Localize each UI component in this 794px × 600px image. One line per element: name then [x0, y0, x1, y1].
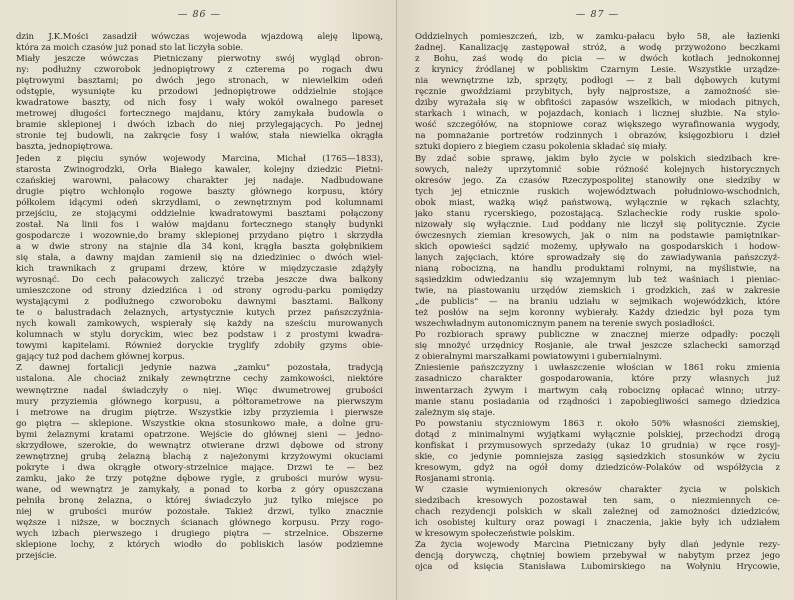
text-line: sztuki dopiero z biegiem czasu pokolenia składać się miały.	[415, 142, 667, 153]
text-line: wość szczegółów, na stopniowe coraz większego wyrafinowania wygody,	[415, 120, 780, 131]
text-line: Za życia wojewody Marcina Pietniczany były dlań jedynie rezy-	[415, 540, 780, 551]
text-line: przejście.	[16, 551, 57, 562]
text-line: zewnętrznej grubą żelazną blachą z najeżonymi krzyżowymi okuciami	[16, 451, 383, 462]
text-line: a w dwie strony na stajnie dla 34 koni, krągła baszta gołębnikiem	[16, 241, 383, 252]
text-line: Z dawnej fortalicji jedynie nazwa „zamku" pozostała, tradycją	[16, 363, 383, 374]
text-line: te o balustradach żelaznych, artystycznie kutych przez pańszczyźnia-	[16, 308, 383, 319]
text-line: dotąd z minimalnymi wyjątkami wyłącznie polskiej, przechodzi drogą	[415, 429, 780, 440]
text-line: „de publicis" — na braniu udziału w sejmikach wojewódzkich, które	[415, 297, 780, 308]
text-line: mury przyziemia głównego korpusu, a półtorametrowe na pierwszym	[16, 396, 383, 407]
text-line: konfiskat i przymusowych sprzedaży (ukaz 10 grudnia) w ręce rosyj-	[415, 440, 780, 451]
text-line: na pomnażanie portretów rodzinnych i obrazów, księgozbioru i dzieł	[415, 131, 780, 142]
text-line: sklepione lochy, z których wiodło do pobliskich lasów podziemne	[16, 540, 383, 551]
text-line: gający tuż pod dachem głównej korpus.	[16, 352, 185, 363]
text-line: pełniła bronę żelazna, o której świadczyło już tylko miejsce po	[16, 495, 383, 506]
text-line: nia wewnętrzne izb, sprzęty, podłogi — z bali dębowych kutymi	[415, 76, 780, 87]
text-line: ustalona. Ale chociaż znikały zewnętrzne cechy zamkowości, niektóre	[16, 374, 383, 385]
text-line: ny: podłużny czworobok jednopiętrowy z czterema po rogach dwu	[16, 65, 383, 76]
right-page	[397, 0, 794, 600]
text-line: wewnętrzne nadal świadczyły o niej. Więc dwumetrowej grubości	[16, 385, 383, 396]
text-line: zależnym się staje.	[415, 407, 496, 418]
text-line: dencją dorywczą, chętniej bowiem przebywał w nabytym przez jego	[415, 551, 780, 562]
text-line: piętrowymi basztami; po dwóch jego stronach, w niewielkim odeń	[16, 76, 383, 87]
text-line: lanych zajęciach, które sprowadzały się do zawiadywania pańszczyź-	[415, 252, 780, 263]
text-line: wszechwładnym autonomicznym panem na terenie swych posiadłości.	[415, 319, 715, 330]
text-line: dzin J.K.Mości zasadził wówczas wojewoda wjazdową aleję lipową,	[16, 32, 383, 42]
text-line: sowych, należy uprzytomnić sobie różność kolejnych historycznych	[415, 164, 780, 175]
text-line: umieszczone od strony dziedzińca i od strony ogrodu-parku pomiędzy	[16, 286, 383, 297]
text-line: skie, co jedynie pomniejsza zasięg sąsiedzkich stosunków w życiu	[415, 451, 780, 462]
text-line: się mnożyć urzędnicy Rosjanie, ale trwał jeszcze szlachecki samorząd	[415, 341, 780, 352]
text-line: bramie sklepionej i dwóch izbach do niej przylegających. Po jednej	[16, 120, 383, 131]
text-line: twie, na piastowaniu urzędów ziemskich i grodzkich, zaś w zakresie	[415, 286, 780, 297]
text-line: tych jej etnicznie ruskich województwach południowo-wschodnich,	[415, 186, 780, 197]
text-line: obok miast, ważką więź państwową, wyłącznie w rękach szlachty,	[415, 197, 780, 208]
text-line: towymi kapitelami. Również doryckie tryglify zdobiły gzyms obie-	[16, 341, 383, 352]
text-line: ręcznie gwoździami przybitych, były najprostsze, a zamożność sie-	[415, 87, 780, 98]
text-line: bymi żelaznymi kratami opatrzone. Wejście do głównej sieni — jedno-	[16, 429, 383, 440]
text-line: jako stanu rycerskiego, pozostającą. Szlacheckie rody ruskie spolo-	[415, 208, 780, 219]
text-line: kwadratowe baszty, od nich fosy i wały wokół owalnego pareset	[16, 98, 383, 109]
page-number: — 86 —	[177, 9, 222, 20]
text-line: niej w grubości murów pozostałe. Takież drzwi, tylko znacznie	[16, 507, 383, 518]
text-line: czańskiej warowni, pałacowy charakter jej nadaje. Nadbudowane	[16, 175, 383, 186]
text-line: został. Na linii fos i wałów majdanu fortecznego stanęły budynki	[16, 219, 383, 230]
text-line: przejściu, ze stojącymi oddzielnie kwadratowymi basztami połączony	[16, 208, 383, 219]
text-line: półkolem idącymi odeń skrzydłami, o zewnętrznym pod kolumnami	[16, 197, 383, 208]
text-line: żadnej. Kanalizację zastępował stróż, a wodę przywożono beczkami	[415, 43, 780, 54]
text-line: nianą robocizną, na handlu produktami rolnymi, na myślistwie, na	[415, 263, 780, 274]
text-line: wystającymi z podłużnego czworoboku dawnymi basztami. Balkony	[16, 297, 383, 308]
text-line: się stała, a dawny majdan zamienił się na dziedziniec o dwóch wiel-	[16, 252, 383, 263]
text-line: i metrowe na drugim piętrze. Wszystkie izby przyziemia i pierwsze	[16, 407, 383, 418]
text-line: Rosjanami stronią.	[415, 473, 495, 484]
text-line: starkach i winach, w pojazdach, koniach i licznej służbie. Na stylo-	[415, 109, 780, 120]
text-line: wyrosnąć. Do cech pałacowych zaliczyć trzeba jeszcze dwa balkony	[16, 275, 383, 286]
text-line: skich opowieści sądzić możemy, upływało na gospodarskich i hodow-	[415, 241, 780, 252]
text-line: kich trawnikach z grupami drzew, które w międzyczasie zdążyły	[16, 263, 383, 274]
text-line: kresowym, gdyż na ogół domy dziedziców-Polaków od współżycia z	[415, 462, 780, 473]
text-line: węższe i niższe, w bocznych ścianach głównego korpusu. Przy rogo-	[16, 518, 383, 529]
text-line: okresów jego. Za czasów Rzeczypospolitej stanowiły one siedziby w	[415, 175, 780, 186]
text-line: go piętra — sklepione. Wszystkie okna stosunkowo małe, a dolne gru-	[16, 418, 383, 429]
text-line: W czasie wymienionych okresów charakter życia w polskich	[415, 484, 780, 495]
text-line: Po rozbiorach sprawy publiczne w znacznej mierze odpadły: poczęli	[415, 330, 780, 341]
text-line: metrowej długości fortecznego majdanu, który zamykała budowla o	[16, 109, 383, 120]
text-line: manie stanu posiadania od rządności i zapobiegliwości samego dziedzica	[415, 396, 780, 407]
text-line: kolumnach w stylu doryckim, wiec bez podstaw i z prostymi kwadra-	[16, 330, 383, 341]
text-line: siedzibach kresowych pozostawał ten sam, o niezmiennych ce-	[415, 495, 780, 506]
text-line: która za moich czasów już ponad sto lat liczyła sobie.	[16, 43, 243, 54]
text-line: gospodarcze i wozownie,do bramy sklepionej przydano piętro i skrzydła	[16, 230, 383, 241]
text-line: ówczesnych ziemian kresowych, jak o nim na podstawie pamiętnikar-	[415, 230, 780, 241]
text-line: też posłów na sejm koronny wybierały. Każdy dziedzic był poza tym	[415, 308, 780, 319]
text-line: wych izbach pierwszego i drugiego piętra — strzelnice. Obszerne	[16, 529, 383, 540]
text-line: Zniesienie pańszczyzny i uwłaszczenie włościan w 1861 roku zmienia	[415, 363, 780, 374]
text-line: drugie piętro wchłonęło rogowe baszty głównego korpusu, który	[16, 186, 383, 197]
text-line: zamku, jako że trzy potężne dębowe rygle, z grubości murów wysu-	[16, 473, 383, 484]
text-line: z Bohu, zaś wodę do picia — w dwóch kotłach jednokonnej	[415, 54, 780, 65]
text-line: wane, od wewnątrz je zamykały, a ponad to korba z góry opuszczana	[16, 484, 383, 495]
text-line: skrzydłowe, szerokie, do wewnątrz otwierane drzwi dębowe od strony	[16, 440, 383, 451]
text-line: Jeden z pięciu synów wojewody Marcina, Michał (1765—1833),	[16, 153, 383, 164]
text-line: baszta, jednopiętrowa.	[16, 142, 114, 153]
text-line: ojca od księcia Stanisława Lubomirskiego na Wołyniu Hrycowie,	[415, 562, 780, 573]
page-body-text	[16, 32, 383, 562]
text-line: z obieralnymi marszałkami powiatowymi i gubernialnymi.	[415, 352, 662, 363]
text-line: starosta Zwinogrodzki, Orła Białego kawaler, kolejny dziedzic Pietni-	[16, 164, 383, 175]
text-line: Oddzielnych pomieszczeń, izb, w zamku-pałacu było 58, ale łazienki	[415, 32, 780, 42]
text-line: nych kowali zamkowych, wspierały się każdy na sześciu murowanych	[16, 319, 383, 330]
text-line: w kresowym społeczeństwie polskim.	[415, 529, 575, 540]
text-line: Po powstaniu styczniowym 1863 r. około 50% własności ziemskiej,	[415, 418, 780, 429]
text-line: ich osobistej kultury oraz powagi i znaczenia, jakie były ich udziałem	[415, 518, 780, 529]
text-line: Miały jeszcze wówczas Pietniczany pierwotny swój wygląd obron-	[16, 54, 383, 65]
text-line: zasadniczo charakter gospodarowania, które przy własnych już	[415, 374, 780, 385]
text-line: z krynicy źródlanej w pobliskim Czarnym Lesie. Wszystkie urządze-	[415, 65, 780, 76]
text-line: By zdać sobie sprawę, jakim było życie w polskich siedzibach kre-	[415, 153, 780, 164]
text-line: odstępie, wysunięte ku przodowi jednopiętrowe oddzielnie stojące	[16, 87, 383, 98]
text-line: inwentarzach żywym i martwym całą robociznę opłacać winno; utrzy-	[415, 385, 780, 396]
text-line: stronie tej budowli, na zakręcie fosy i wałów, stała niewielka okrągła	[16, 131, 383, 142]
text-line: pokryte i dwa okrągłe otwory-strzelnice mające. Drzwi te — bez	[16, 462, 383, 473]
text-line: chach rezydencji polskich w skali zależnej od zamożności dziedziców,	[415, 507, 780, 518]
text-line: nizowały się wyłącznie. Lud poddany nie liczył się politycznie. Życie	[415, 219, 780, 230]
page-body-text	[415, 32, 780, 573]
text-line: sąsiedzkim odwiedzaniu się wzajemnym lub też waśniach i pieniac-	[415, 275, 780, 286]
text-line: dziby wyrażała się w obfitości zapasów wszelkich, w miodach pitnych,	[415, 98, 780, 109]
page-number: — 87 —	[575, 9, 620, 20]
